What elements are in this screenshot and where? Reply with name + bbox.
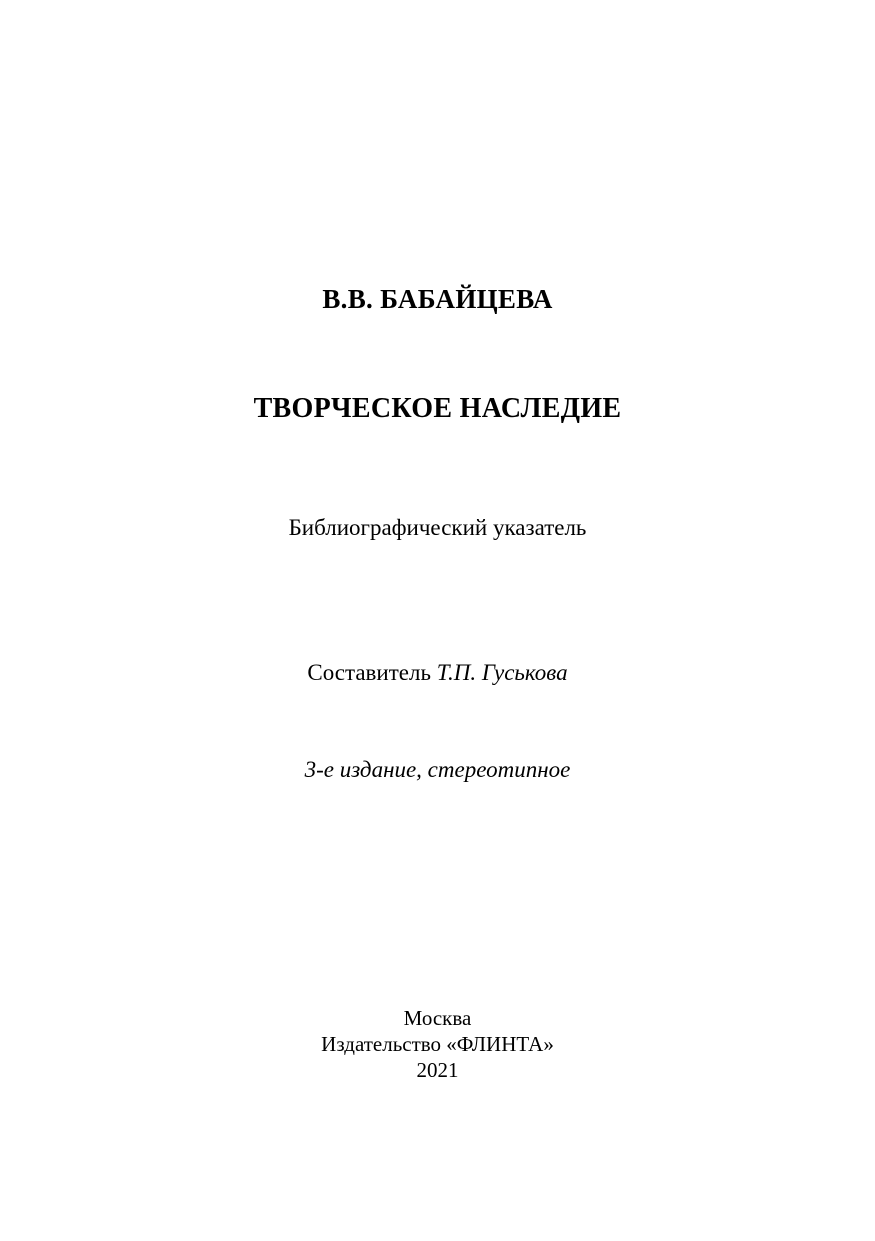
book-subtitle: Библиографический указатель <box>288 515 587 540</box>
book-title: ТВОРЧЕСКОЕ НАСЛЕДИЕ <box>253 393 622 424</box>
compiler-label: Составитель <box>307 660 431 685</box>
edition-note: 3-е издание, стереотипное <box>304 757 571 782</box>
imprint-city: Москва <box>403 1006 472 1030</box>
imprint-publisher: Издательство «ФЛИНТА» <box>321 1032 554 1056</box>
author-name: В.В. БАБАЙЦЕВА <box>322 284 553 314</box>
compiler-line <box>0 660 875 686</box>
imprint <box>0 1005 875 1083</box>
imprint-year: 2021 <box>416 1058 459 1082</box>
compiler-name: Т.П. Гуськова <box>436 660 568 685</box>
